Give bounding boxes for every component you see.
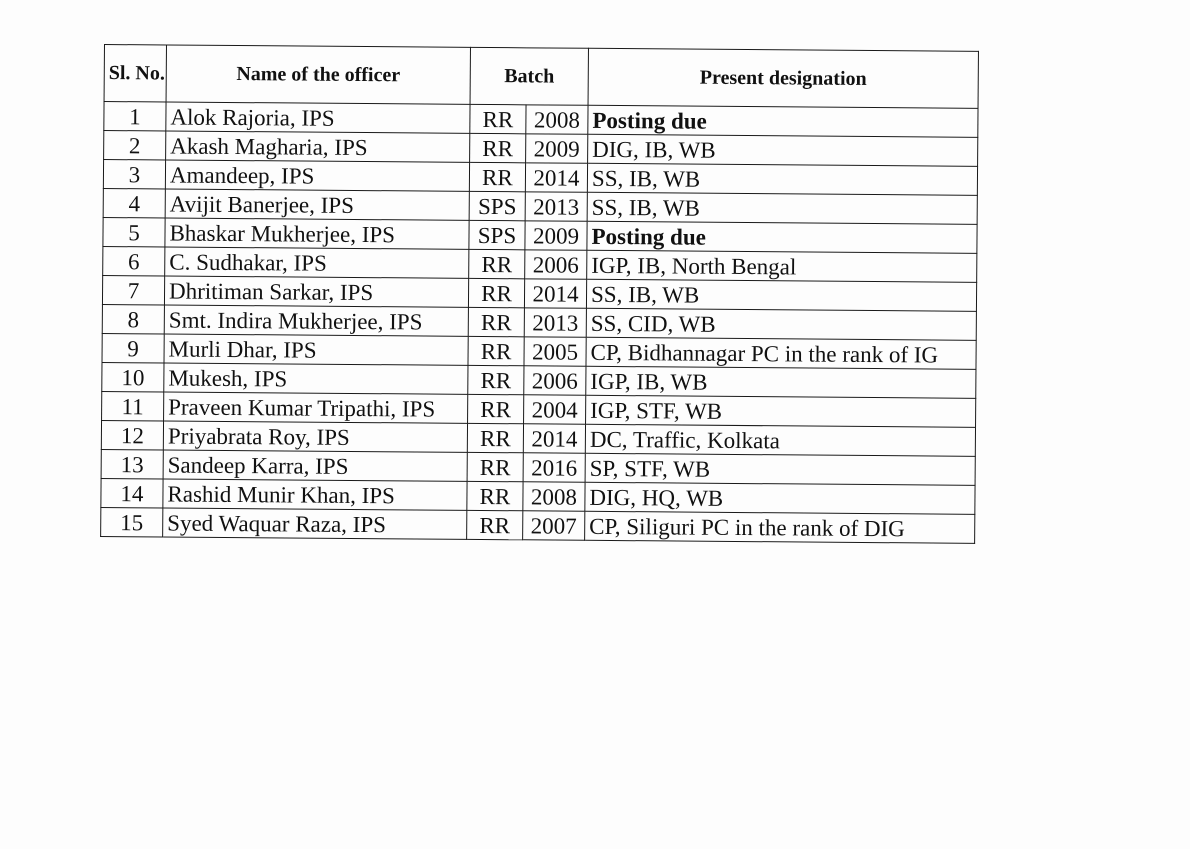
header-sl-no: Sl. No. xyxy=(104,45,166,102)
cell-officer-name: Praveen Kumar Tripathi, IPS xyxy=(164,392,468,423)
cell-sl-no: 6 xyxy=(103,246,165,275)
cell-present-designation: CP, Siliguri PC in the rank of DIG xyxy=(585,511,975,543)
cell-officer-name: Priyabrata Roy, IPS xyxy=(163,421,467,452)
cell-present-designation: Posting due xyxy=(587,221,977,253)
cell-present-designation: Posting due xyxy=(588,105,978,137)
cell-present-designation: DIG, HQ, WB xyxy=(585,482,975,514)
cell-batch-year: 2008 xyxy=(526,105,588,134)
header-officer-name: Name of the officer xyxy=(166,45,470,104)
cell-sl-no: 13 xyxy=(101,449,163,478)
cell-batch-year: 2009 xyxy=(526,134,588,163)
officer-table-wrapper xyxy=(100,44,979,544)
cell-present-designation: IGP, IB, North Bengal xyxy=(587,250,977,282)
cell-sl-no: 12 xyxy=(101,420,163,449)
cell-batch-year: 2014 xyxy=(525,163,587,192)
cell-batch-type: RR xyxy=(470,133,526,162)
cell-officer-name: Murli Dhar, IPS xyxy=(164,334,468,365)
officer-table xyxy=(100,44,979,544)
cell-sl-no: 14 xyxy=(101,478,163,507)
cell-batch-type: RR xyxy=(468,365,524,394)
cell-batch-year: 2009 xyxy=(525,221,587,250)
cell-officer-name: C. Sudhakar, IPS xyxy=(165,247,469,278)
cell-present-designation: SS, IB, WB xyxy=(587,163,977,195)
cell-batch-year: 2004 xyxy=(524,395,586,424)
cell-batch-type: SPS xyxy=(469,220,525,249)
header-present-designation: Present designation xyxy=(588,48,978,108)
cell-sl-no: 1 xyxy=(104,102,166,131)
cell-present-designation: SS, IB, WB xyxy=(586,279,976,311)
cell-sl-no: 10 xyxy=(102,362,164,391)
cell-officer-name: Bhaskar Mukherjee, IPS xyxy=(165,218,469,249)
cell-officer-name: Syed Waquar Raza, IPS xyxy=(163,508,467,539)
cell-batch-year: 2014 xyxy=(524,279,586,308)
cell-sl-no: 9 xyxy=(102,333,164,362)
cell-batch-type: RR xyxy=(468,307,524,336)
cell-officer-name: Alok Rajoria, IPS xyxy=(166,102,470,133)
cell-batch-year: 2005 xyxy=(524,337,586,366)
cell-present-designation: DIG, IB, WB xyxy=(588,134,978,166)
cell-sl-no: 4 xyxy=(103,188,165,217)
table-body xyxy=(101,102,978,544)
cell-sl-no: 11 xyxy=(102,391,164,420)
table-header-row xyxy=(104,45,978,109)
table-row xyxy=(101,507,975,543)
cell-sl-no: 7 xyxy=(102,275,164,304)
cell-officer-name: Sandeep Karra, IPS xyxy=(163,450,467,481)
header-batch: Batch xyxy=(470,47,588,105)
cell-officer-name: Dhritiman Sarkar, IPS xyxy=(164,276,468,307)
cell-present-designation: IGP, IB, WB xyxy=(586,366,976,398)
cell-batch-year: 2007 xyxy=(523,511,585,540)
cell-batch-year: 2006 xyxy=(525,250,587,279)
cell-present-designation: IGP, STF, WB xyxy=(586,395,976,427)
cell-batch-type: RR xyxy=(468,394,524,423)
cell-officer-name: Mukesh, IPS xyxy=(164,363,468,394)
cell-batch-year: 2008 xyxy=(523,482,585,511)
cell-sl-no: 3 xyxy=(103,160,165,189)
cell-batch-type: RR xyxy=(469,249,525,278)
cell-batch-type: RR xyxy=(470,104,526,133)
cell-batch-type: RR xyxy=(469,162,525,191)
cell-officer-name: Amandeep, IPS xyxy=(165,160,469,191)
cell-batch-year: 2016 xyxy=(523,453,585,482)
cell-present-designation: SP, STF, WB xyxy=(585,453,975,485)
cell-officer-name: Akash Magharia, IPS xyxy=(166,131,470,162)
cell-sl-no: 5 xyxy=(103,217,165,246)
cell-batch-year: 2006 xyxy=(524,366,586,395)
cell-batch-type: RR xyxy=(467,510,523,539)
cell-sl-no: 8 xyxy=(102,304,164,333)
cell-batch-year: 2013 xyxy=(524,308,586,337)
cell-present-designation: SS, CID, WB xyxy=(586,308,976,340)
cell-present-designation: DC, Traffic, Kolkata xyxy=(585,424,975,456)
cell-officer-name: Rashid Munir Khan, IPS xyxy=(163,479,467,510)
cell-batch-year: 2014 xyxy=(523,424,585,453)
cell-batch-type: RR xyxy=(468,278,524,307)
cell-sl-no: 2 xyxy=(104,131,166,160)
cell-officer-name: Smt. Indira Mukherjee, IPS xyxy=(164,305,468,336)
cell-batch-type: RR xyxy=(467,452,523,481)
cell-batch-year: 2013 xyxy=(525,192,587,221)
cell-batch-type: RR xyxy=(468,336,524,365)
cell-batch-type: RR xyxy=(467,481,523,510)
cell-batch-type: RR xyxy=(467,423,523,452)
cell-batch-type: SPS xyxy=(469,191,525,220)
cell-present-designation: SS, IB, WB xyxy=(587,192,977,224)
cell-sl-no: 15 xyxy=(101,507,163,536)
cell-officer-name: Avijit Banerjee, IPS xyxy=(165,189,469,220)
cell-present-designation: CP, Bidhannagar PC in the rank of IG xyxy=(586,337,976,369)
